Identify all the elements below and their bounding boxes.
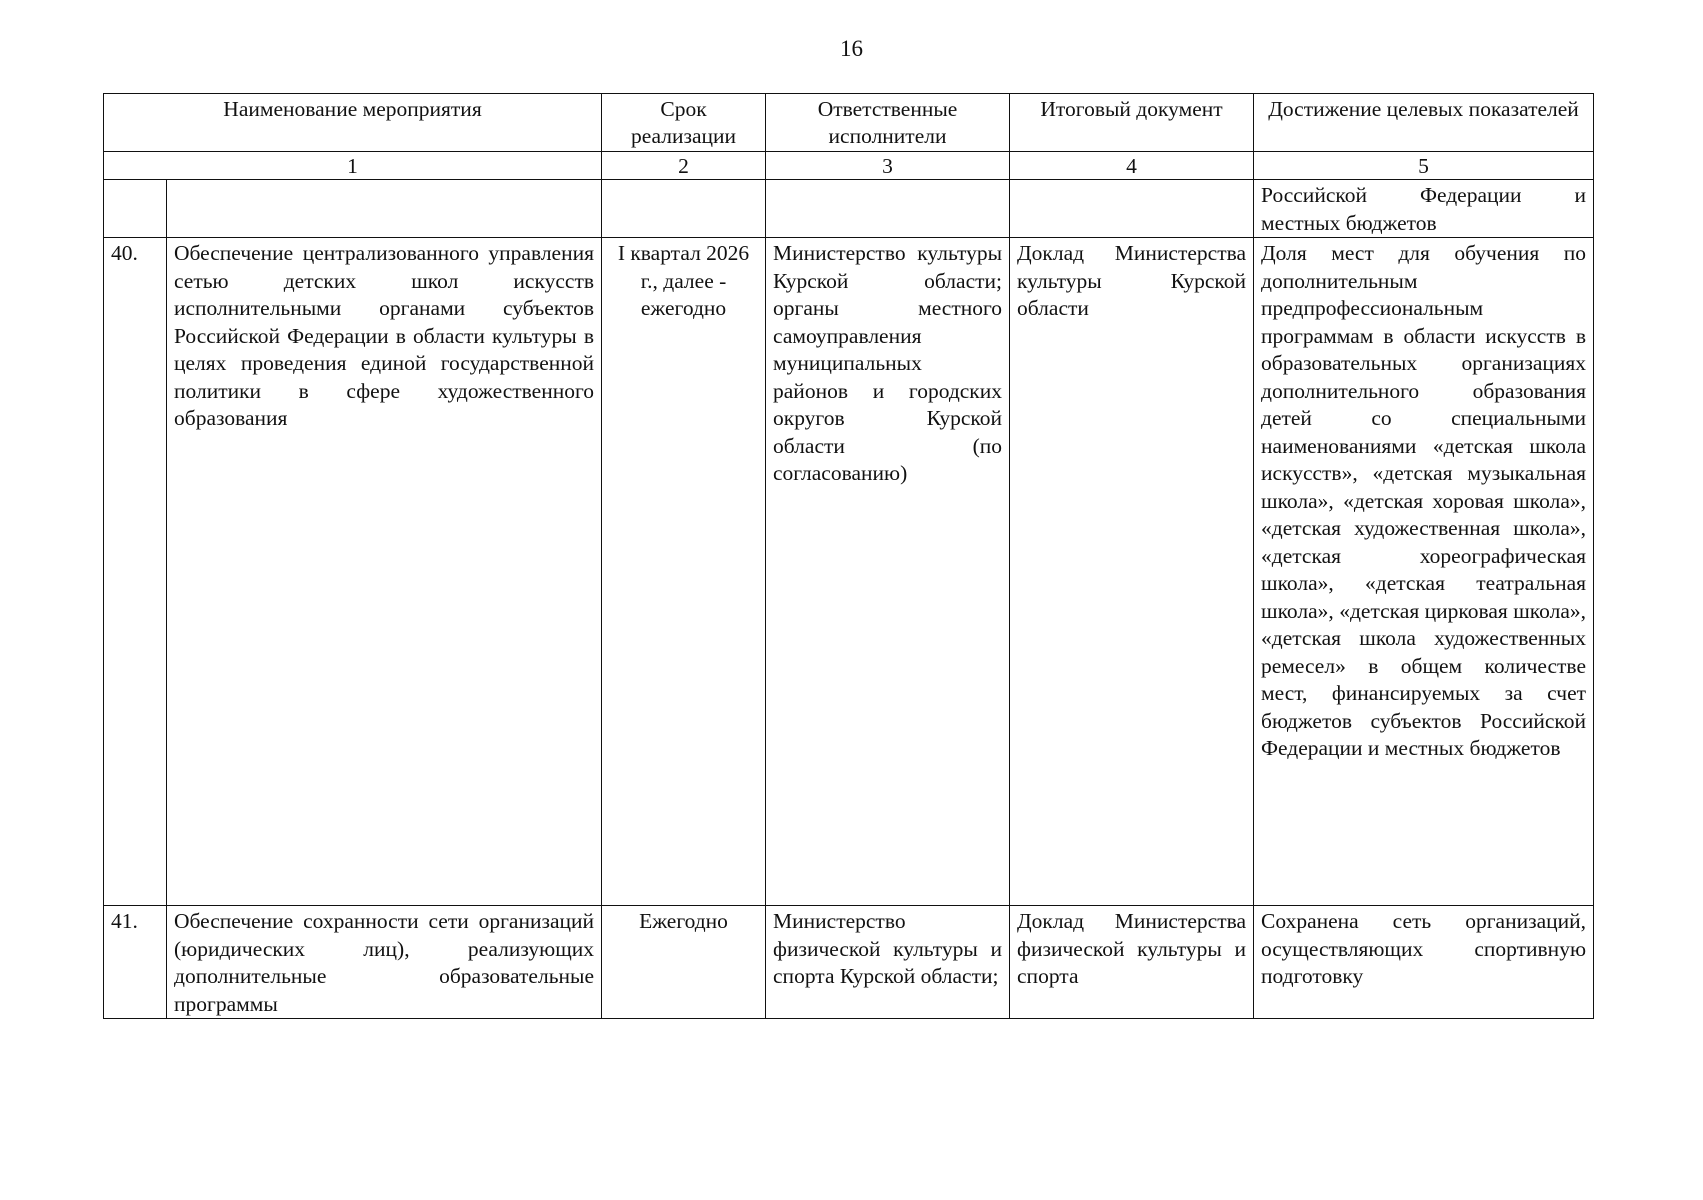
- row-number: 40.: [104, 238, 167, 906]
- target-indicator: Доля мест для обучения по дополнительным предпрофессиональным программам в области искусств в образовательных организациях дополнительного образования детей со специальными наименованиями «детская школа искусств», «детская музыкальная школа», «детская хоровая школа», «детская художественная школа», «детская хореографическая школа», «детская театральная школа», «детская цирковая школа», «детская школа художественных ремесел» в общем количестве мест, финансируемых за счет бюджетов субъектов Российской Федерации и местных бюджетов: [1254, 238, 1594, 906]
- implementation-term: I квартал 2026 г., далее - ежегодно: [602, 238, 766, 906]
- column-number-3: 3: [766, 152, 1010, 180]
- header-term: Срок реализации: [602, 94, 766, 152]
- header-executors: Ответственные исполнители: [766, 94, 1010, 152]
- table-row: [104, 906, 1594, 1019]
- continuation-num-cell: [104, 180, 167, 238]
- final-document: Доклад Министерства культуры Курской области: [1010, 238, 1254, 906]
- target-indicator: Сохранена сеть организаций, осуществляющих спортивную подготовку: [1254, 906, 1594, 1019]
- header-final-document: Итоговый документ: [1010, 94, 1254, 152]
- continuation-target-line-2: местных бюджетов: [1261, 210, 1437, 235]
- final-document: Доклад Министерства физической культуры и спорта: [1010, 906, 1254, 1019]
- page-number: 16: [840, 36, 863, 61]
- continuation-target-line-1: Российской Федерации и: [1261, 183, 1587, 207]
- column-number-2: 2: [602, 152, 766, 180]
- continuation-executors-cell: [766, 180, 1010, 238]
- implementation-term: Ежегодно: [602, 906, 766, 1019]
- row-number: 41.: [104, 906, 167, 1019]
- header-target-indicators: Достижение целевых показателей: [1254, 94, 1594, 152]
- continuation-row: [104, 180, 1594, 238]
- column-number-4: 4: [1010, 152, 1254, 180]
- event-name: Обеспечение централизованного управления сетью детских школ искусств исполнительными органами субъектов Российской Федерации в области культуры в целях проведения единой государственной политики в сфере художественного образования: [167, 238, 602, 906]
- action-plan-table: [103, 93, 1594, 1019]
- column-number-1: 1: [104, 152, 602, 180]
- responsible-executors: Министерство физической культуры и спорта Курской области;: [766, 906, 1010, 1019]
- responsible-executors: Министерство культуры Курской области; органы местного самоуправления муниципальных районов и городских округов Курской области (по согласованию): [766, 238, 1010, 906]
- header-event-name: Наименование мероприятия: [104, 94, 602, 152]
- column-number-5: 5: [1254, 152, 1594, 180]
- continuation-name-cell: [167, 180, 602, 238]
- continuation-target-cell: [1254, 180, 1594, 238]
- table-row: [104, 238, 1594, 906]
- continuation-document-cell: [1010, 180, 1254, 238]
- table-header-row: [104, 94, 1594, 152]
- continuation-term-cell: [602, 180, 766, 238]
- event-name: Обеспечение сохранности сети организаций (юридических лиц), реализующих дополнительные образовательные программы: [167, 906, 602, 1019]
- column-number-row: [104, 152, 1594, 180]
